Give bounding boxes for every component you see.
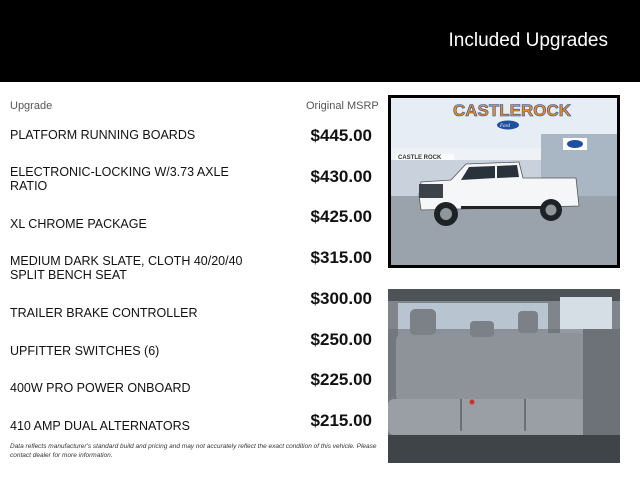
upgrade-price: $445.00 xyxy=(310,126,372,145)
upgrade-name: ELECTRONIC-LOCKING W/3.73 AXLE RATIO xyxy=(10,165,229,193)
upgrade-name: XL CHROME PACKAGE xyxy=(10,217,147,231)
upgrade-price: $225.00 xyxy=(310,370,372,389)
truck-interior-photo xyxy=(388,289,620,463)
building-sign: CASTLE ROCK xyxy=(398,155,442,161)
dealer-logo: CASTLEROCK xyxy=(453,101,572,120)
upgrade-name: UPFITTER SWITCHES (6) xyxy=(10,344,160,358)
upgrade-name: TRAILER BRAKE CONTROLLER xyxy=(10,306,198,320)
upgrade-name: 410 AMP DUAL ALTERNATORS xyxy=(10,419,190,433)
upgrade-name: PLATFORM RUNNING BOARDS xyxy=(10,128,196,142)
ford-badge: Ford xyxy=(500,124,510,129)
upgrade-name: 400W PRO POWER ONBOARD xyxy=(10,381,191,395)
column-header-upgrade: Upgrade xyxy=(10,100,53,112)
column-header-msrp: Original MSRP xyxy=(306,100,379,112)
header-bar xyxy=(0,0,640,82)
upgrade-price: $430.00 xyxy=(310,167,372,186)
upgrade-name: MEDIUM DARK SLATE, CLOTH 40/20/40 SPLIT BENCH SEAT xyxy=(10,254,243,282)
truck-exterior-photo xyxy=(388,95,620,268)
disclaimer-text: Data reflects manufacturer's standard build and pricing and may not accurately reflect the exact condition of this vehicle. Please contact dealer for more information. xyxy=(10,443,377,459)
upgrade-price: $315.00 xyxy=(310,248,372,267)
upgrade-price: $250.00 xyxy=(310,330,372,349)
page-title: Included Upgrades xyxy=(448,30,608,51)
upgrade-price: $215.00 xyxy=(310,411,372,430)
upgrade-price: $425.00 xyxy=(310,207,372,226)
upgrade-price: $300.00 xyxy=(310,289,372,308)
